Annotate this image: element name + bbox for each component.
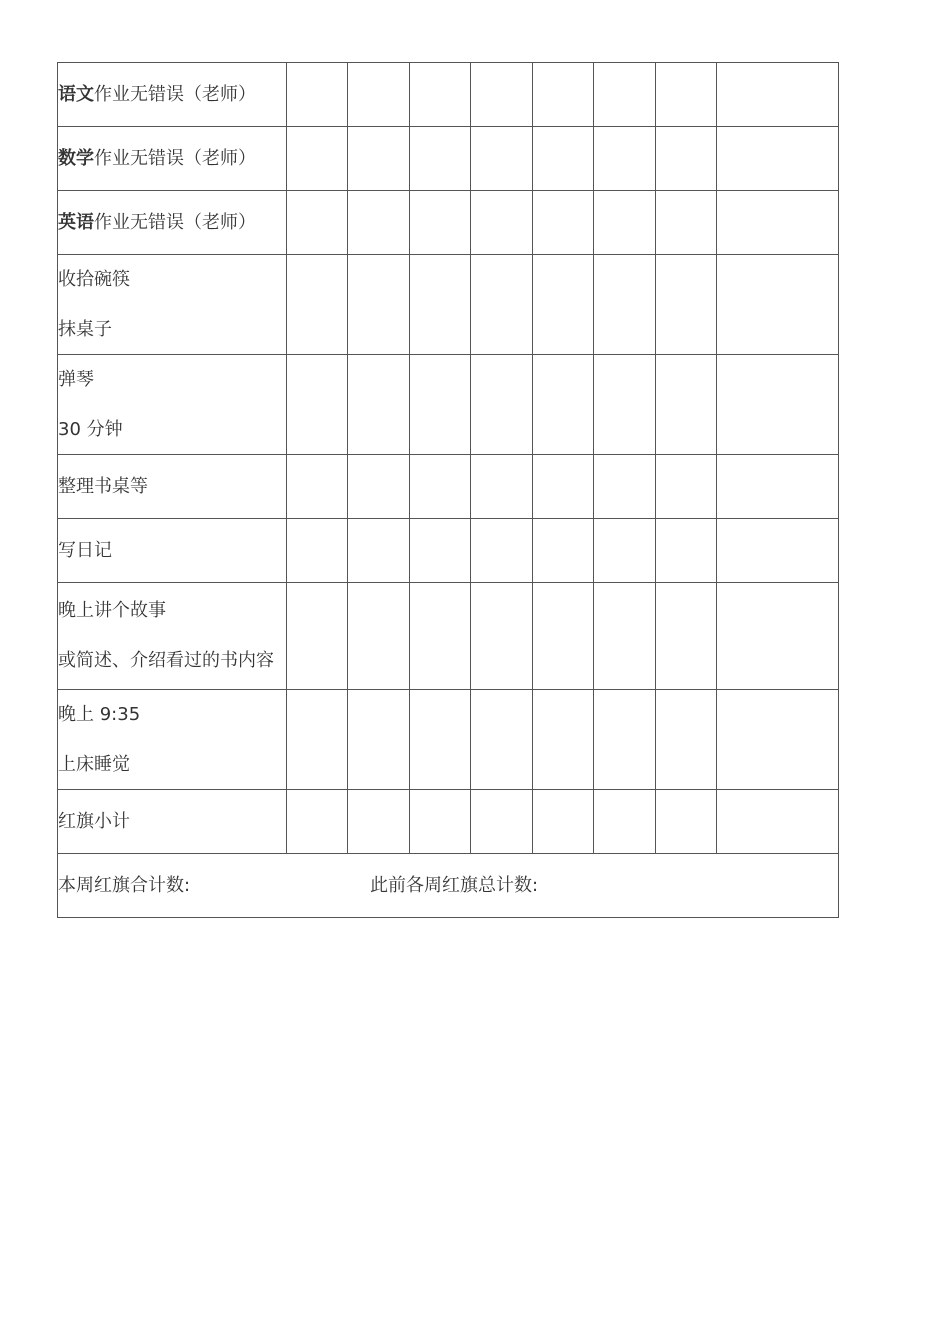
check-cell[interactable] [287, 790, 348, 854]
table-row [58, 127, 839, 191]
check-cell[interactable] [533, 455, 594, 519]
check-cell[interactable] [594, 455, 656, 519]
check-cell[interactable] [410, 583, 471, 690]
check-cell[interactable] [287, 455, 348, 519]
check-cell[interactable] [594, 255, 656, 355]
table-row [58, 690, 839, 790]
task-line-1: 晚上讲个故事 [58, 600, 166, 621]
check-cell[interactable] [471, 127, 533, 191]
table-row [58, 355, 839, 455]
task-label-piano [58, 355, 287, 455]
check-cell[interactable] [717, 690, 839, 790]
check-cell[interactable] [533, 519, 594, 583]
table-row [58, 790, 839, 854]
subject-chinese: 语文 [58, 83, 94, 105]
reward-chart-table [57, 62, 839, 918]
task-label-story [58, 583, 287, 690]
check-cell[interactable] [717, 455, 839, 519]
line-gap [58, 391, 286, 419]
task-text: 作业无错误（老师） [94, 147, 256, 169]
check-cell[interactable] [471, 583, 533, 690]
check-cell[interactable] [594, 355, 656, 455]
check-cell[interactable] [533, 583, 594, 690]
check-cell[interactable] [533, 191, 594, 255]
check-cell[interactable] [287, 127, 348, 191]
check-cell[interactable] [348, 790, 410, 854]
check-cell[interactable] [656, 127, 717, 191]
table-row [58, 583, 839, 690]
check-cell[interactable] [287, 255, 348, 355]
check-cell[interactable] [471, 519, 533, 583]
check-cell[interactable] [471, 455, 533, 519]
check-cell[interactable] [410, 790, 471, 854]
subject-math: 数学 [58, 147, 94, 169]
subject-english: 英语 [58, 211, 94, 233]
task-text: 作业无错误（老师） [94, 211, 256, 233]
check-cell[interactable] [656, 455, 717, 519]
line-gap [58, 622, 286, 650]
check-cell[interactable] [717, 127, 839, 191]
task-label-tidy-desk: 整理书桌等 [58, 455, 287, 519]
task-label-diary: 写日记 [58, 519, 287, 583]
task-label-bedtime [58, 690, 287, 790]
previous-weeks-total-label: 此前各周红旗总计数: [370, 874, 539, 896]
check-cell[interactable] [533, 127, 594, 191]
check-cell[interactable] [287, 63, 348, 127]
summary-row [58, 854, 839, 918]
check-cell[interactable] [656, 583, 717, 690]
check-cell[interactable] [717, 355, 839, 455]
check-cell[interactable] [287, 519, 348, 583]
check-cell[interactable] [348, 255, 410, 355]
check-cell[interactable] [717, 255, 839, 355]
check-cell[interactable] [656, 191, 717, 255]
table-row [58, 455, 839, 519]
check-cell[interactable] [410, 63, 471, 127]
check-cell[interactable] [717, 519, 839, 583]
check-cell[interactable] [717, 583, 839, 690]
check-cell[interactable] [348, 583, 410, 690]
check-cell[interactable] [717, 790, 839, 854]
check-cell[interactable] [533, 790, 594, 854]
task-line-2: 上床睡觉 [58, 753, 130, 775]
line-gap [58, 291, 286, 319]
task-line-1: 晚上 9:35 [58, 703, 141, 725]
check-cell[interactable] [656, 63, 717, 127]
task-text: 作业无错误（老师） [94, 83, 256, 105]
check-cell[interactable] [287, 355, 348, 455]
check-cell[interactable] [348, 519, 410, 583]
task-label-chinese-homework [58, 63, 287, 127]
check-cell[interactable] [348, 690, 410, 790]
check-cell[interactable] [594, 127, 656, 191]
task-line-2: 抹桌子 [58, 318, 112, 340]
check-cell[interactable] [348, 355, 410, 455]
check-cell[interactable] [594, 191, 656, 255]
check-cell[interactable] [533, 63, 594, 127]
summary-cell [58, 854, 839, 918]
check-cell[interactable] [410, 455, 471, 519]
check-cell[interactable] [410, 519, 471, 583]
check-cell[interactable] [656, 519, 717, 583]
task-label-english-homework [58, 191, 287, 255]
check-cell[interactable] [594, 583, 656, 690]
check-cell[interactable] [348, 455, 410, 519]
task-label-red-flag-subtotal: 红旗小计 [58, 790, 287, 854]
line-gap [58, 726, 286, 754]
check-cell[interactable] [717, 63, 839, 127]
check-cell[interactable] [471, 790, 533, 854]
this-week-total-label: 本周红旗合计数: [58, 874, 191, 896]
check-cell[interactable] [410, 690, 471, 790]
check-cell[interactable] [348, 127, 410, 191]
task-line-1: 弹琴 [58, 368, 94, 390]
check-cell[interactable] [533, 255, 594, 355]
check-cell[interactable] [594, 690, 656, 790]
task-line-2: 或简述、介绍看过的书内容 [58, 650, 274, 671]
check-cell[interactable] [656, 790, 717, 854]
table-row [58, 255, 839, 355]
table-row [58, 191, 839, 255]
check-cell[interactable] [594, 519, 656, 583]
check-cell[interactable] [287, 191, 348, 255]
table-row [58, 519, 839, 583]
check-cell[interactable] [471, 690, 533, 790]
check-cell[interactable] [471, 191, 533, 255]
check-cell[interactable] [656, 255, 717, 355]
check-cell[interactable] [471, 63, 533, 127]
check-cell[interactable] [656, 355, 717, 455]
check-cell[interactable] [717, 191, 839, 255]
check-cell[interactable] [410, 355, 471, 455]
check-cell[interactable] [287, 583, 348, 690]
check-cell[interactable] [533, 690, 594, 790]
check-cell[interactable] [348, 191, 410, 255]
check-cell[interactable] [410, 127, 471, 191]
check-cell[interactable] [471, 355, 533, 455]
check-cell[interactable] [594, 790, 656, 854]
check-cell[interactable] [471, 255, 533, 355]
check-cell[interactable] [348, 63, 410, 127]
table-row [58, 63, 839, 127]
check-cell[interactable] [410, 255, 471, 355]
check-cell[interactable] [594, 63, 656, 127]
task-label-clear-dishes [58, 255, 287, 355]
check-cell[interactable] [533, 355, 594, 455]
task-label-math-homework [58, 127, 287, 191]
check-cell[interactable] [656, 690, 717, 790]
check-cell[interactable] [287, 690, 348, 790]
task-line-1: 收拾碗筷 [58, 268, 130, 290]
task-line-2: 30 分钟 [58, 418, 123, 440]
check-cell[interactable] [410, 191, 471, 255]
